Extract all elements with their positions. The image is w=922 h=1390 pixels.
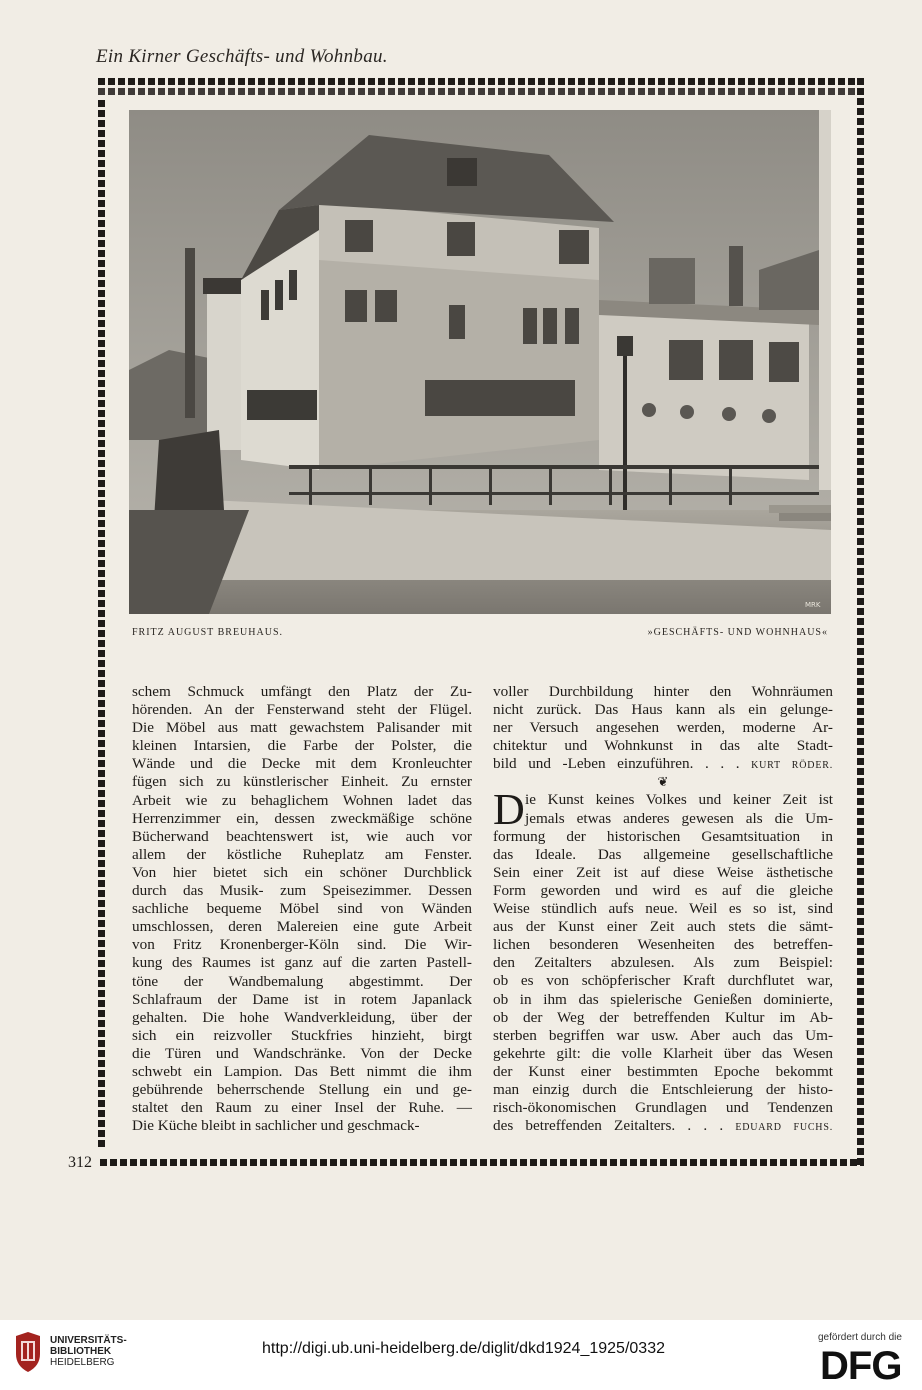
text-line: risch-ökonomischen Grundlagen und Tendenzen bbox=[493, 1099, 833, 1117]
library-name-line: UNIVERSITÄTS- bbox=[50, 1335, 127, 1346]
text-line: gehalten. Die hohe Wandverkleidung, über der bbox=[132, 1008, 472, 1026]
text-line: ob in ihm das spielerische Genießen dominierte, bbox=[493, 990, 833, 1008]
text-line: Arbeit wie zu behaglichem Wohnen ladet das bbox=[132, 791, 472, 809]
text-line: töne der Wandbemalung abgestimmt. Der bbox=[132, 972, 472, 990]
text-line: ob der Weg der betreffenden Kultur im Ab- bbox=[493, 1008, 833, 1026]
text-line: durch das Musik- zum Speisezimmer. Dessen bbox=[132, 882, 472, 900]
library-name bbox=[50, 1335, 127, 1368]
text-line: Die Küche bleibt in sachlicher und geschmack- bbox=[132, 1117, 420, 1135]
text-line: der Kunst einer bestimmten Epoche bekommt bbox=[493, 1062, 833, 1080]
text-line: staltet den Raum zu einer Insel der Ruhe. — bbox=[132, 1099, 472, 1117]
text-line: lichen besonderen Wesenheiten des betreffen- bbox=[493, 936, 833, 954]
text-line: kung des Raumes ist ganz auf die zarten Pastell- bbox=[132, 954, 472, 972]
text-line: die Türen und Wandschränke. Von der Decke bbox=[132, 1044, 472, 1062]
text-line: ie Kunst keines Volkes und keiner Zeit ist bbox=[525, 791, 833, 809]
caption-architect: FRITZ AUGUST BREUHAUS. bbox=[132, 627, 283, 638]
article-two bbox=[493, 785, 833, 1135]
text-line: umschlossen, deren Malereien eine gute Arbeit bbox=[132, 918, 472, 936]
text-line: Wände und die Decke mit dem Kronleuchter bbox=[132, 755, 472, 773]
text-line: sich ein reizvoller Stuckfries hinzieht, birgt bbox=[132, 1026, 472, 1044]
section-ornament: ❦ bbox=[657, 774, 669, 790]
text-line: gekehrte gilt: die volle Klarheit über das Wesen bbox=[493, 1044, 833, 1062]
text-line: Herrenzimmer ein, dessen zweckmäßige schöne bbox=[132, 809, 472, 827]
frame-left-border bbox=[98, 100, 105, 1150]
page-number: 312 bbox=[68, 1154, 92, 1171]
photo-illustration bbox=[129, 110, 831, 614]
text-line: sachliche bequeme Möbel sind von Wänden bbox=[132, 900, 472, 918]
permalink-url[interactable]: http://digi.ub.uni-heidelberg.de/diglit/dkd1924_1925/0332 bbox=[262, 1340, 665, 1357]
text-line: Bücherwand beachtenswert ist, wie auch vor bbox=[132, 827, 472, 845]
photo-signature: MRK bbox=[805, 601, 821, 609]
frame-top-border-2 bbox=[98, 88, 864, 95]
text-line: das Ideale. Das allgemeine gesellschaftliche bbox=[493, 845, 833, 863]
dfg-logo[interactable]: DFG bbox=[820, 1344, 902, 1388]
text-line: kleinen Intarsien, die Farbe der Polster, die bbox=[132, 737, 472, 755]
text-line: sterben begriffen war usw. Aber auch das Um- bbox=[493, 1026, 833, 1044]
text-line bbox=[493, 755, 833, 773]
text-line: schwebt ein Lampion. Das Bett nimmt die ihm bbox=[132, 1062, 472, 1080]
funded-by-label: gefördert durch die bbox=[818, 1332, 902, 1343]
text-line: man einzig durch die Entschleierung der histo- bbox=[493, 1080, 833, 1098]
text-line: hörenden. An der Fensterwand steht der Flügel. bbox=[132, 701, 472, 719]
text-line: chitektur und Wohnkunst in das alte Stadt- bbox=[493, 737, 833, 755]
text-line: nicht zurück. Das Haus kann als ein gelunge- bbox=[493, 701, 833, 719]
text-line: aus der Kunst einer Zeit auch stets die sämt- bbox=[493, 918, 833, 936]
text-line: Form geworden und wird es auf die gleiche bbox=[493, 881, 833, 899]
drop-cap: D bbox=[493, 785, 525, 835]
right-text-column bbox=[493, 683, 833, 1135]
text-line: Schlafraum der Dame ist in rotem Japanlack bbox=[132, 990, 472, 1008]
text-line: voller Durchbildung hinter den Wohnräumen bbox=[493, 683, 833, 700]
text-line: den Zeitalters abzulesen. Als zum Beispiel: bbox=[493, 954, 833, 972]
text-line: allem der köstliche Ruheplatz am Fenster. bbox=[132, 845, 472, 863]
building-photograph bbox=[129, 110, 831, 614]
text-line: jemals etwas anderes gewesen als die Um- bbox=[525, 809, 833, 827]
text-line: Von hier bietet sich ein schöner Durchblick bbox=[132, 863, 472, 881]
text-line: gebührende beherrschende Stellung ein und ge- bbox=[132, 1081, 472, 1099]
text-line: von Fritz Kronenberger-Köln sind. Die Wir- bbox=[132, 936, 472, 954]
text-line: ob es von schöpferischer Kraft durchflutet war, bbox=[493, 972, 833, 990]
text-line: ner Versuch angesehen werden, moderne Ar- bbox=[493, 719, 833, 737]
digitization-footer bbox=[0, 1320, 922, 1390]
text-line-content: bild und -Leben einzuführen. . . . bbox=[493, 755, 740, 773]
library-name-line: HEIDELBERG bbox=[50, 1357, 115, 1368]
author-eduard-fuchs: EDUARD FUCHS. bbox=[735, 1122, 833, 1134]
running-head: Ein Kirner Geschäfts- und Wohnbau. bbox=[96, 46, 388, 67]
library-name-line: BIBLIOTHEK bbox=[50, 1346, 112, 1357]
author-kurt-roeder: KURT RÖDER. bbox=[751, 760, 833, 772]
caption-title: »GESCHÄFTS- UND WOHNHAUS« bbox=[647, 627, 828, 638]
university-library-logo[interactable] bbox=[12, 1332, 44, 1376]
text-line: Die Möbel aus matt gewachstem Palisander mit bbox=[132, 719, 472, 737]
frame-top-border bbox=[98, 78, 864, 85]
text-line: Weise stündlich aufs neue. Weil es so ist, sind bbox=[493, 900, 833, 918]
library-seal-icon bbox=[12, 1332, 44, 1372]
frame-bottom-border bbox=[100, 1159, 864, 1166]
frame-right-border bbox=[857, 78, 864, 1168]
left-text-column bbox=[132, 683, 472, 1135]
text-line: formung der historischen Gesamtsituation in bbox=[493, 827, 833, 845]
text-line: fügen sich zu künstlerischer Einheit. Zu ernster bbox=[132, 773, 472, 791]
text-line: schem Schmuck umfängt den Platz der Zu- bbox=[132, 683, 472, 700]
text-line bbox=[493, 1117, 833, 1135]
text-line-content: des betreffenden Zeitalters. . . . bbox=[493, 1117, 724, 1135]
text-line: Sein einer Zeit ist auf diese Weise ästhetische bbox=[493, 863, 833, 881]
